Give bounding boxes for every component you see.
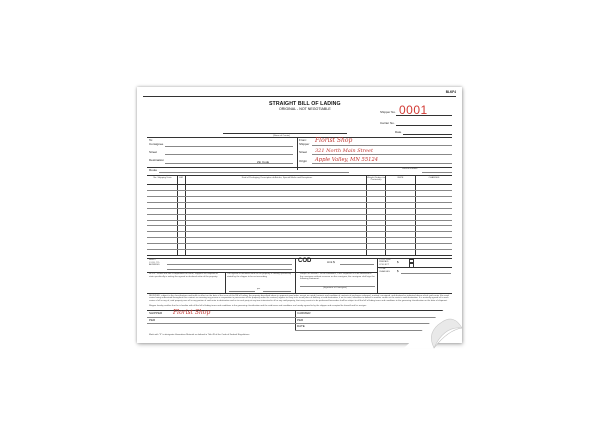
form-subtitle: ORIGINAL - NOT NEGOTIABLE: [279, 107, 331, 111]
consignor-signature-label: (Signature of Consignor): [323, 287, 347, 289]
remit-label: REMIT C.O.D. TO: ADDRESS: [149, 259, 160, 267]
zip-code-label: Zip Code: [257, 160, 270, 164]
carrier-no-label: Carrier No.: [380, 121, 395, 125]
carrier-no-field[interactable]: [396, 125, 452, 126]
page-curl-icon: [404, 292, 464, 350]
origin-field: [312, 163, 452, 164]
shipper-per-label: PER: [149, 318, 156, 322]
carrier-per-label: PER: [297, 318, 304, 322]
shipper-label: Shipper: [299, 141, 310, 146]
table-row[interactable]: [147, 202, 452, 203]
shipper-field: [312, 145, 452, 146]
col-header-charges: CHARGES: [428, 177, 440, 179]
consignee-street-field[interactable]: [165, 154, 293, 155]
table-row[interactable]: [147, 208, 452, 209]
hazmat-footnote: Mark with "X" to designate Hazardous Material as defined in Title 49 of the Code of Federal Regulations.: [149, 334, 250, 336]
table-header-rule: [147, 184, 452, 185]
name-of-carrier-label: (Name of Carrier): [273, 134, 291, 137]
cod-amount-label: Amt $: [327, 260, 335, 264]
from-street-field: [312, 154, 452, 155]
subject-to-text: Subject to Section 7 of the conditions, if this shipment is to be delivered to the consignee without recourse on the consignor, the consignor shall sign the following statement.: [300, 273, 375, 281]
table-row[interactable]: [147, 243, 452, 244]
cod-label: COD: [298, 258, 312, 264]
note-text: NOTE - Where the rate is dependent on value, shippers are required to state specifically in writing the agreed or declared value of the property.: [149, 273, 218, 278]
shipper-number[interactable]: 0001: [399, 103, 428, 117]
date-label: Date: [395, 130, 402, 134]
col-header-description: Kind of Packaging, Description of Articles, Special Marks and Exceptions: [241, 176, 313, 179]
cod-amount-field[interactable]: [340, 264, 374, 265]
from-shipper-name[interactable]: Florist Shop: [315, 137, 353, 144]
carrier-date-label: DATE: [297, 324, 305, 328]
shipper-row-rule: [147, 317, 295, 318]
cod-divider-1: [295, 258, 296, 272]
note-divider-1: [225, 272, 226, 293]
from-origin[interactable]: Apple Valley, MN 55124: [315, 156, 379, 163]
col-header-weight: Weight (Subject to Correction): [367, 176, 385, 182]
block-divider: [297, 137, 298, 170]
shipper-signature-value[interactable]: Florist Shop: [173, 309, 211, 316]
table-row[interactable]: [147, 214, 452, 215]
table-row[interactable]: [147, 249, 452, 250]
header-rule: [143, 96, 456, 97]
signature-divider: [295, 310, 296, 330]
shipper-signature-label: SHIPPER: [149, 311, 163, 315]
table-row[interactable]: [147, 231, 452, 232]
remit-field-1[interactable]: [167, 264, 292, 265]
route-label: Route: [149, 168, 158, 172]
cod-divider-2: [377, 258, 378, 293]
shipper-per-field[interactable]: [147, 323, 295, 324]
route-field[interactable]: [159, 172, 349, 173]
table-row[interactable]: [147, 225, 452, 226]
origin-label: Origin: [299, 159, 308, 163]
table-row[interactable]: [147, 220, 452, 221]
from-street[interactable]: 321 North Main Street: [315, 148, 373, 154]
from-street-label: Street: [299, 150, 308, 154]
form-title: STRAIGHT BILL OF LADING: [269, 101, 341, 107]
total-charges-field[interactable]: [401, 273, 451, 274]
col-header-hm: HM: [179, 177, 183, 179]
vehicle-number-field[interactable]: [422, 172, 452, 173]
remit-field-2[interactable]: [167, 269, 292, 270]
cod-fee-label: C.O.D. FEE PREPAID COLLECT: [379, 258, 391, 266]
note-divider-2: [295, 272, 296, 293]
table-row[interactable]: [147, 190, 452, 191]
col-header-rate: RATE: [397, 177, 404, 179]
total-charges-currency: $: [397, 269, 399, 273]
declared-value-text: The agreed or declared value of the property is hereby specifically stated by the shipper to be not exceeding: [227, 273, 291, 278]
cod-fee-currency: $: [397, 260, 399, 264]
table-bottom-rule: [147, 255, 452, 256]
to-label: To:: [149, 138, 154, 142]
table-row[interactable]: [147, 196, 452, 197]
shipper-certifies-text: Shipper hereby certifies that he is familiar with all the bill of lading terms and conditions in the governing classification and the said terms and conditions are hereby agreed to by the shipper and accepted for himself and his assigns.: [149, 304, 367, 307]
destination-label: Destination: [149, 158, 165, 162]
shipper-no-line: [396, 115, 452, 116]
date-field[interactable]: [403, 134, 452, 135]
declared-per-field[interactable]: [263, 291, 291, 292]
shipper-no-label: Shipper No.: [380, 110, 396, 114]
from-label: From:: [299, 138, 307, 142]
table-row[interactable]: [147, 237, 452, 238]
consignee-field[interactable]: [165, 146, 293, 147]
total-charges-label: TOTAL CHARGES: [379, 268, 390, 273]
declared-per-text: per: [257, 288, 261, 290]
carrier-signature-label: CARRIER: [297, 311, 311, 315]
col-header-packages: No. Shipping Units: [153, 177, 172, 179]
vehicle-number-label: Vehicle Number: [402, 168, 418, 170]
street-label: Street: [149, 150, 158, 154]
consignee-label: Consignee: [149, 141, 164, 146]
declared-value-field[interactable]: [229, 291, 255, 292]
form-code: BLKF4: [445, 90, 456, 94]
received-paragraph: RECEIVED, subject to the classifications and tariffs in effect on the date of the issue of this Bill of Lading, the property described above in apparent good order, except as noted (contents and condition of contents of packages unknown), marked, consigned, and destined as indicated above which said carrier (the word carrier being understood throughout this contract as meaning any person or corporation in possession of the property under the contract) agrees to carry to its usual place of delivery at said destination, if on its route, otherwise to deliver to another carrier on the route to said destination. It is mutually agreed as to each carrier of all or any of, said property over all or any portion of said route to destination and as to each party at any time interested in all or any said property, that every service to be performed hereunder shall be subject to all the bill of lading terms and conditions in the governing classification on the date of shipment.: [149, 294, 449, 302]
